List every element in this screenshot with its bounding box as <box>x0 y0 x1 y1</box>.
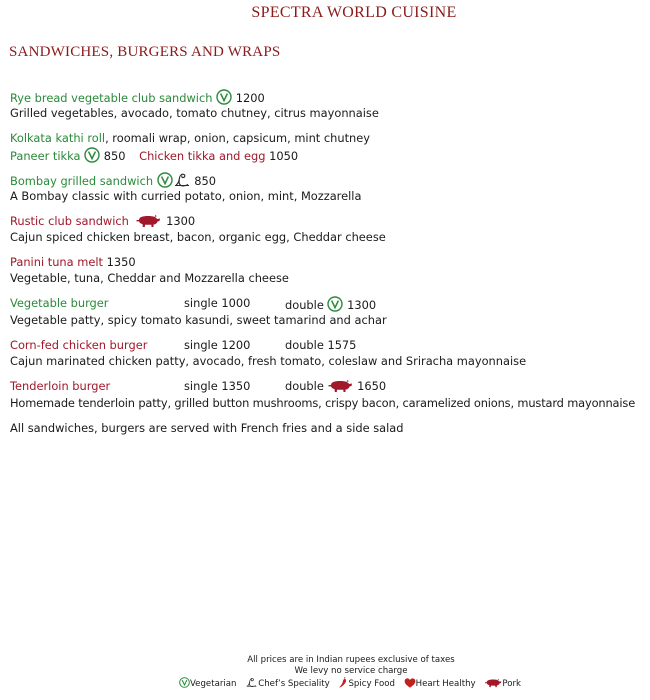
menu-item-cornfed-burger <box>10 338 630 353</box>
double-label: double <box>285 379 324 393</box>
variant-paneer-name: Paneer tikka <box>10 149 81 163</box>
price-single: single 1350 <box>184 379 251 393</box>
price-double: double 1575 <box>285 338 357 352</box>
price-single: single 1200 <box>184 338 251 352</box>
legend-chef <box>245 679 330 689</box>
legend-spicy <box>338 679 394 689</box>
variant-paneer-price: 850 <box>103 149 126 163</box>
chef-speciality-icon <box>173 172 191 188</box>
restaurant-title: SPECTRA WORLD CUISINE <box>251 4 457 21</box>
serving-note: All sandwiches, burgers are served with French fries and a side salad <box>10 421 404 435</box>
pork-icon <box>135 214 161 228</box>
item-description: Cajun spiced chicken breast, bacon, organic egg, Cheddar cheese <box>10 230 386 244</box>
menu-item-rustic-club <box>10 214 195 229</box>
vegetarian-icon <box>179 677 190 688</box>
double-label: double <box>285 298 324 312</box>
legend-label: Spicy Food <box>348 679 395 689</box>
menu-item-rye-bread <box>10 89 265 104</box>
item-name: Rye bread vegetable club sandwich <box>10 91 213 105</box>
double-price: 1300 <box>347 298 377 312</box>
item-description: Vegetable, tuna, Cheddar and Mozzarella cheese <box>10 271 289 285</box>
legend-label: Pork <box>502 679 522 689</box>
item-description: , roomali wrap, onion, capsicum, mint chutney <box>105 131 371 145</box>
pork-icon <box>484 678 502 688</box>
price-note: All prices are in Indian rupees exclusive of taxes <box>247 655 455 665</box>
item-price: 1350 <box>106 255 136 269</box>
vegetarian-icon <box>327 296 343 312</box>
price-double <box>285 379 386 394</box>
variant-chicken-name: Chicken tikka and egg <box>139 149 266 163</box>
heart-icon <box>404 678 416 688</box>
double-price: 1650 <box>357 379 387 393</box>
menu-item-bombay <box>10 172 216 187</box>
item-name: Rustic club sandwich <box>10 214 129 228</box>
item-price: 850 <box>194 174 217 188</box>
item-name: Corn-fed chicken burger <box>10 338 148 352</box>
legend-vegetarian <box>179 679 237 689</box>
legend-pork <box>484 679 521 689</box>
price-single: single 1000 <box>184 296 251 310</box>
item-description: Cajun marinated chicken patty, avocado, fresh tomato, coleslaw and Sriracha mayonnaise <box>10 354 527 368</box>
price-double <box>285 296 376 313</box>
chef-speciality-icon <box>245 677 258 688</box>
item-price: 1300 <box>166 214 196 228</box>
vegetarian-icon <box>84 147 100 163</box>
item-name: Tenderloin burger <box>10 379 111 393</box>
variant-chicken-price: 1050 <box>269 149 299 163</box>
legend-heart <box>404 679 476 689</box>
legend-label: Heart Healthy <box>415 679 476 689</box>
item-name: Panini tuna melt <box>10 255 103 269</box>
item-description: Homemade tenderloin patty, grilled button mushrooms, crispy bacon, caramelized onions, mustard mayonnaise <box>10 396 636 410</box>
menu-item-tenderloin-burger <box>10 379 630 394</box>
legend-label: Chef’s Speciality <box>258 679 330 689</box>
item-name: Kolkata kathi roll <box>10 131 106 145</box>
item-description: A Bombay classic with curried potato, onion, mint, Mozzarella <box>10 189 362 203</box>
menu-item-vegetable-burger <box>10 296 630 311</box>
item-description: Grilled vegetables, avocado, tomato chutney, citrus mayonnaise <box>10 106 379 120</box>
section-title: SANDWICHES, BURGERS AND WRAPS <box>9 44 281 60</box>
menu-item-kathi-roll <box>10 131 370 146</box>
service-charge-note: We levy no service charge <box>294 666 408 676</box>
vegetarian-icon <box>216 89 232 105</box>
menu-item-panini <box>10 255 136 270</box>
chili-icon <box>338 677 348 688</box>
vegetarian-icon <box>157 172 173 188</box>
item-price: 1200 <box>235 91 265 105</box>
icon-legend <box>0 677 650 689</box>
item-name: Bombay grilled sandwich <box>10 174 154 188</box>
legend-label: Vegetarian <box>189 679 237 689</box>
menu-item-kathi-variants <box>10 147 298 162</box>
item-description: Vegetable patty, spicy tomato kasundi, sweet tamarind and achar <box>10 313 387 327</box>
item-name: Vegetable burger <box>10 296 109 310</box>
pork-icon <box>327 379 353 393</box>
